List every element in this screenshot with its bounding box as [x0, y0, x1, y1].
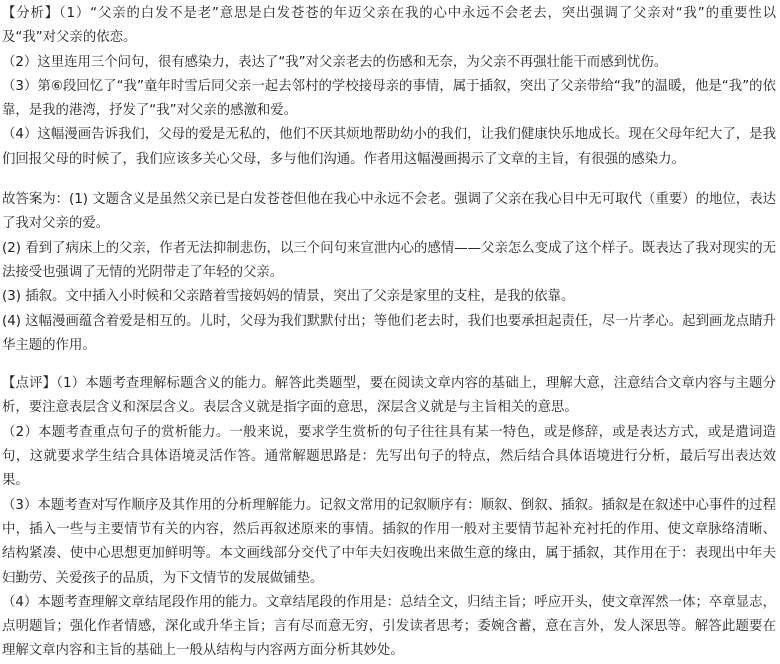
analysis-paragraph-3: （3）第⑥段回忆了“我”童年时雪后同父亲一起去邻村的学校接母亲的事情，属于插叙，突出了父亲带给“我”的温暖，他是“我”的依靠，是我的港湾，抒发了“我”对父亲的感激和爱。 — [2, 78, 776, 119]
comment-paragraph-3: （3）本题考查对写作顺序及其作用的分析理解能力。记叙文常用的记叙顺序有：顺叙、倒叙、插叙。插叙是在叙述中心事件的过程中，插入一些与主要情节有关的内容，然后再叙述原来的事情。插叙的作用一般对主要情节起补充衬托的作用、使文章脉络清晰、结构紧凑、使中心思想更加鲜明等。本文画线部分交代了中年夫妇夜晚出来做生意的缘由，属于插叙，其作用在于：表现出中年夫妇勤劳、关爱孩子的品质，为下文情节的发展做铺垫。 — [2, 497, 776, 586]
analysis-paragraph-1: 【分析】（1）“父亲的白发不是老”意思是白发苍苍的年迈父亲在我的心中永远不会老去，突出强调了父亲对“我”的重要性以及“我”对父亲的依恋。 — [2, 6, 776, 46]
answer-paragraph-2: (2) 看到了病床上的父亲，作者无法抑制悲伤，以三个问句来宣泄内心的感情——父亲怎么变成了这个样子。既表达了我对现实的无法接受也强调了无情的光阴带走了年轻的父亲。 — [2, 240, 776, 280]
comment-section — [2, 372, 776, 664]
comment-paragraph-1: 【点评】（1）本题考查理解标题含义的能力。解答此类题型，要在阅读文章内容的基础上，理解大意，注意结合文章内容与主题分析，要注意表层含义和深层含义。表层含义就是指字面的意思，深层含义就是与主旨相关的意思。 — [2, 376, 776, 416]
answer-section — [2, 188, 776, 358]
answer-paragraph-1: 故答案为：(1) 文题含义是虽然父亲已是白发苍苍但他在我心中永远不会老。强调了父亲在我心目中无可取代（重要）的地位，表达了我对父亲的爱。 — [2, 192, 776, 232]
analysis-paragraph-4: （4）这幅漫画告诉我们，父母的爱是无私的，他们不厌其烦地帮助幼小的我们，让我们健康快乐地成长。现在父母年纪大了，是我们回报父母的时候了，我们应该多关心父母，多与他们沟通。作者用这幅漫画揭示了文章的主旨，有很强的感染力。 — [2, 127, 776, 167]
answer-paragraph-3: (3) 插叙。文中插入小时候和父亲踏着雪接妈妈的情景，突出了父亲是家里的支柱，是我的依靠。 — [2, 289, 575, 305]
answer-paragraph-4: (4) 这幅漫画蕴含着爱是相互的。儿时，父母为我们默默付出；等他们老去时，我们也要承担起责任，尽一片孝心。起到画龙点睛升华主题的作用。 — [2, 313, 776, 353]
comment-paragraph-2: （2）本题考查重点句子的赏析能力。一般来说，要求学生赏析的句子往往具有某一特色，或是修辞，或是表达方式，或是遣词造句，这就要求学生结合具体语境灵活作答。通常解题思路是：先写出句子的特点，然后结合具体语境进行分析，最后写出表达效果。 — [2, 424, 776, 489]
analysis-paragraph-2: （2）这里连用三个问句，很有感染力，表达了“我”对父亲老去的伤感和无奈，为父亲不再强壮能干而感到忧伤。 — [2, 54, 668, 70]
comment-paragraph-4: （4）本题考查理解文章结尾段作用的能力。文章结尾段的作用是：总结全文，归结主旨；呼应开头，使文章浑然一体；卒章显志，点明题旨；强化作者情感，深化或升华主旨；言有尽而意无穷，引发读者思考；委婉含蓄，意在言外，发人深思等。解答此题要在理解文章内容和主旨的基础上一般从结构与内容两方面分析其妙处。 — [2, 594, 776, 659]
analysis-section — [2, 2, 776, 172]
section-spacer — [2, 358, 776, 372]
section-spacer — [2, 172, 776, 188]
